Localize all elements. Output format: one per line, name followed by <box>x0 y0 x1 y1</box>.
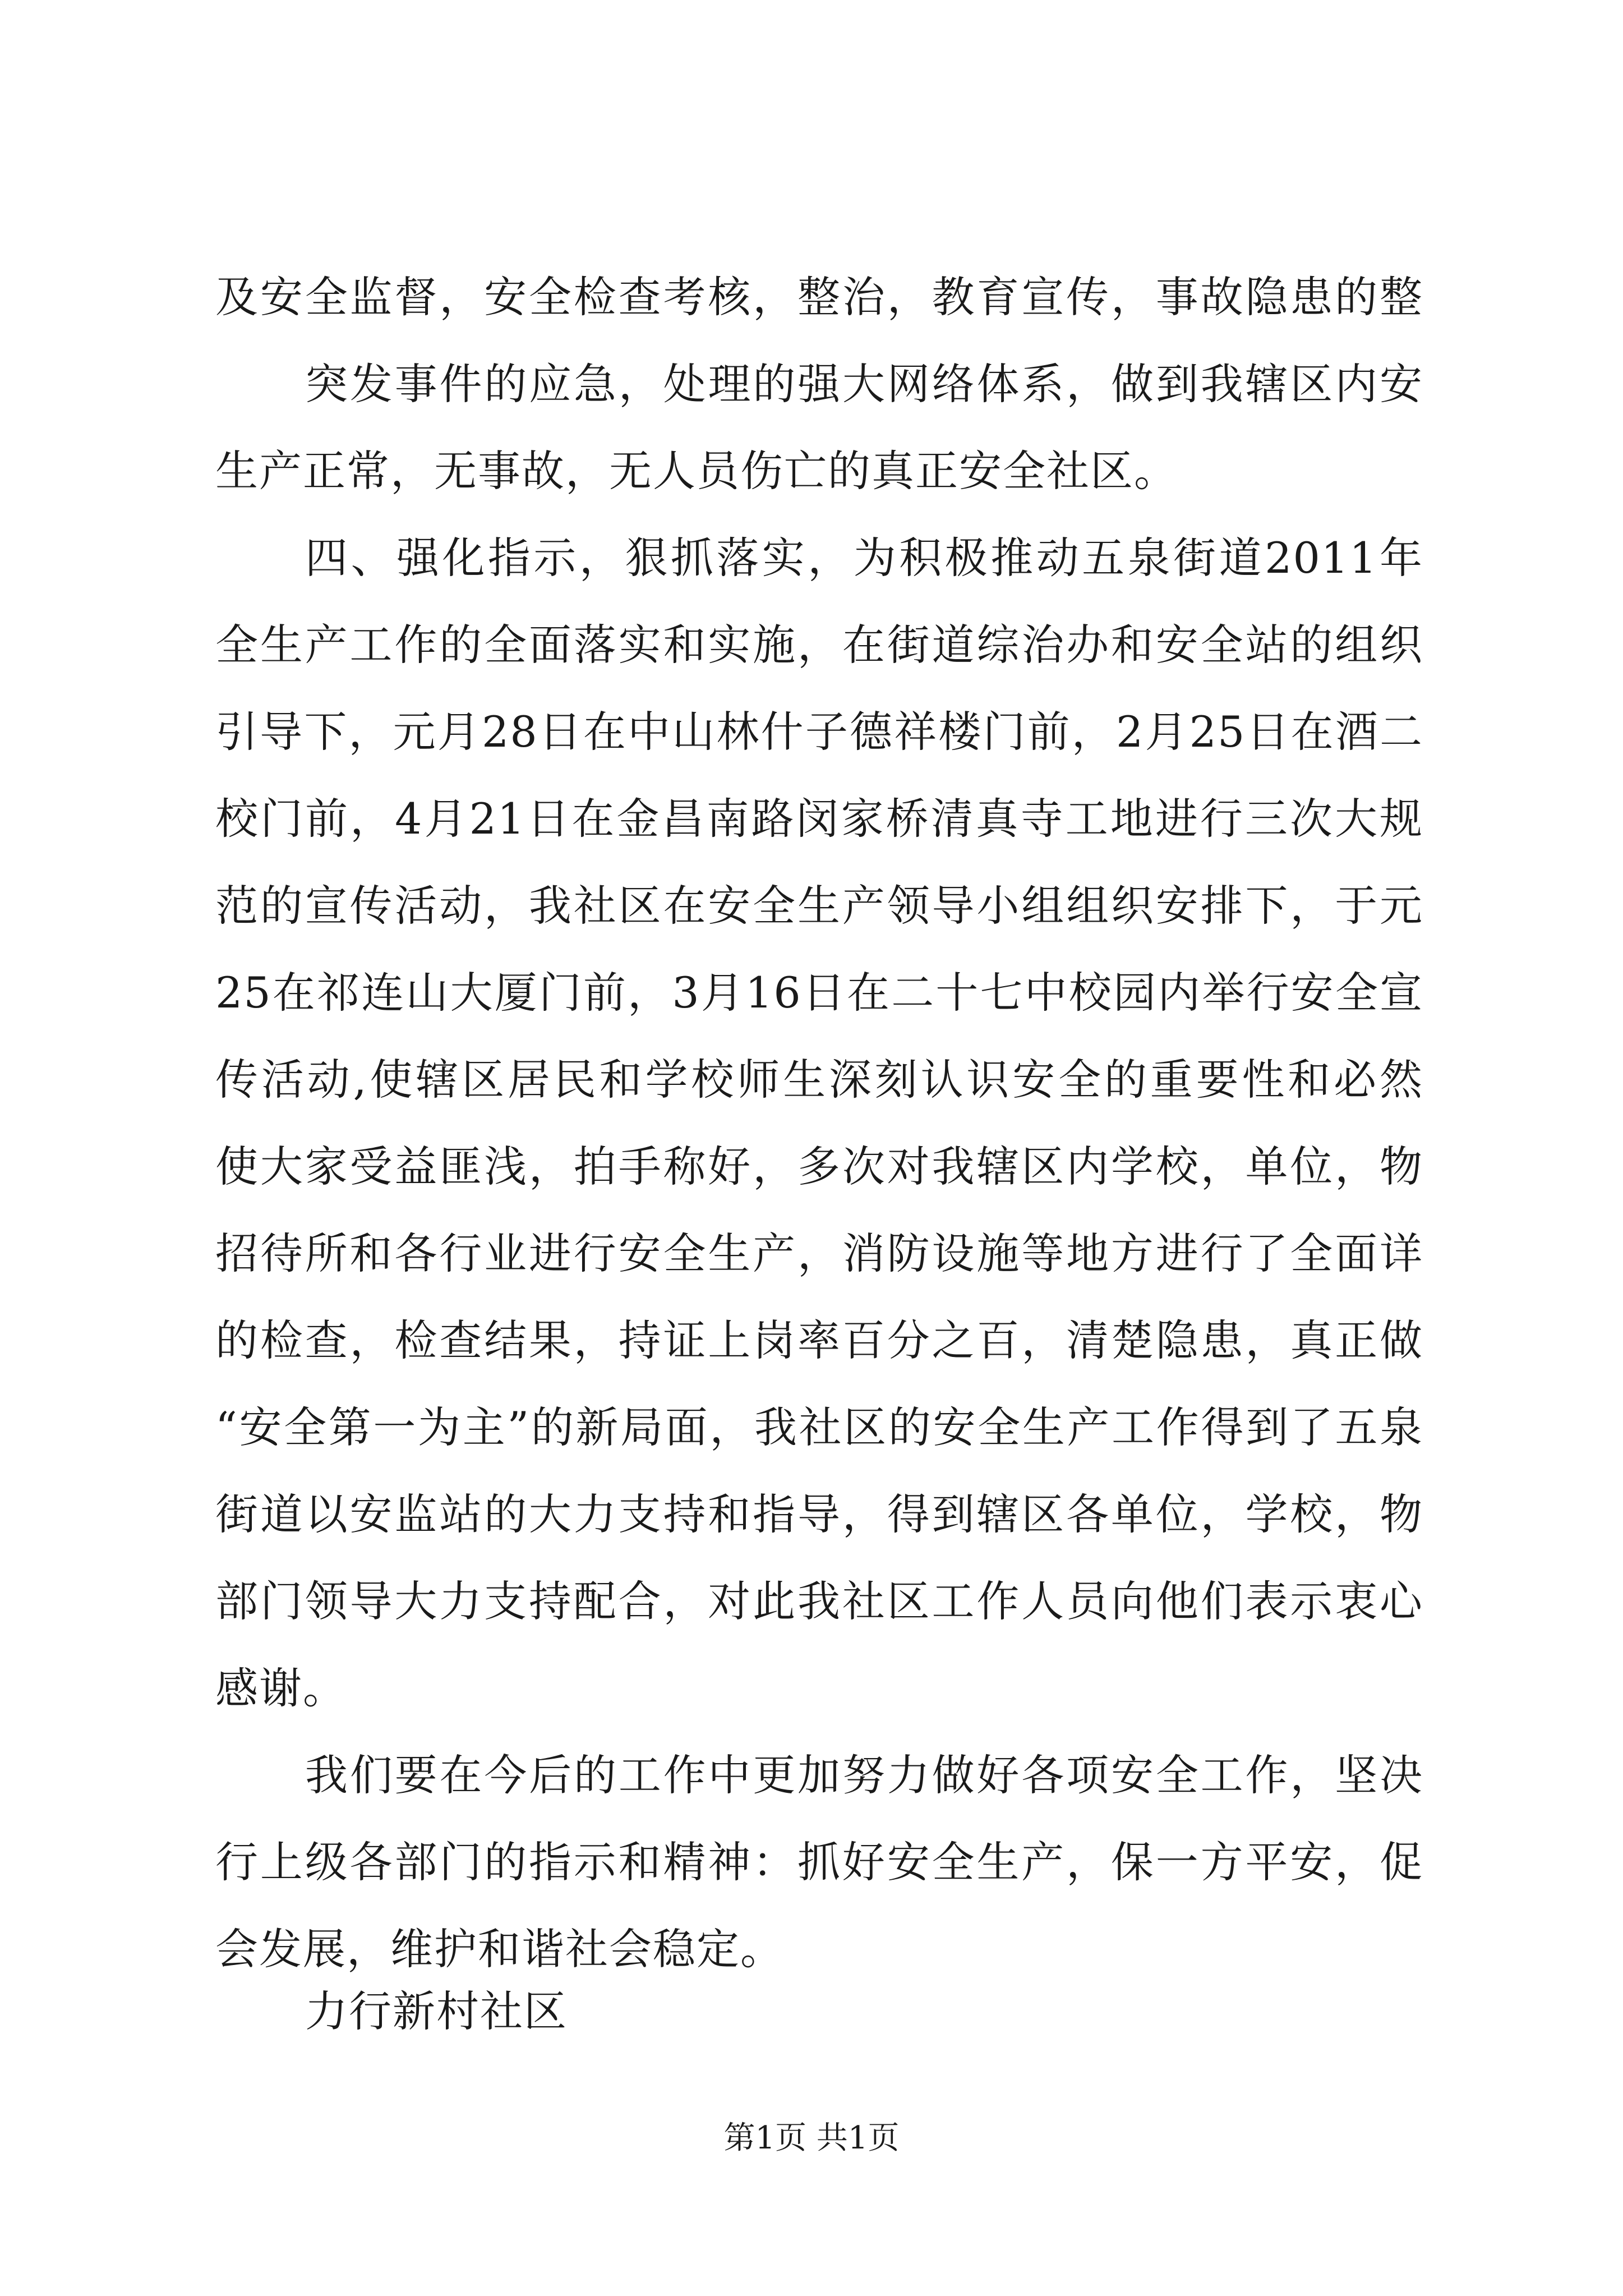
text-line: 范的宣传活动，我社区在安全生产领导小组组织安排下，于元 <box>215 881 1423 931</box>
text-line: 我们要在今后的工作中更加努力做好各项安全工作，坚决 <box>305 1750 1423 1800</box>
text-line: 及安全监督，安全检查考核，整治，教育宣传，事故隐患的整 <box>215 272 1423 322</box>
text-line: 行上级各部门的指示和精神：抓好安全生产，保一方平安，促 <box>215 1837 1423 1887</box>
text-line: 部门领导大力支持配合，对此我社区工作人员向他们表示衷心 <box>215 1576 1423 1626</box>
document-body <box>215 254 1423 1993</box>
text-line: 感谢。 <box>215 1663 347 1713</box>
text-line: 使大家受益匪浅，拍手称好，多次对我辖区内学校，单位，物 <box>215 1142 1423 1191</box>
text-line: 招待所和各行业进行安全生产，消防设施等地方进行了全面详 <box>215 1228 1423 1278</box>
text-line: 会发展，维护和谐社会稳定。 <box>215 1924 784 1974</box>
text-line: 四、强化指示，狠抓落实，为积极推动五泉街道2011年 <box>305 533 1423 583</box>
text-line: 街道以安监站的大力支持和指导，得到辖区各单位，学校，物 <box>215 1489 1423 1539</box>
text-line: 的检查，检查结果，持证上岗率百分之百，清楚隐患，真正做 <box>215 1315 1423 1365</box>
text-line: 突发事件的应急，处理的强大网络体系，做到我辖区内安 <box>305 359 1423 409</box>
text-line: 校门前，4月21日在金昌南路闵家桥清真寺工地进行三次大规 <box>215 794 1423 844</box>
text-line: 传活动,使辖区居民和学校师生深刻认识安全的重要性和必然 <box>215 1055 1423 1105</box>
text-line: 引导下，元月28日在中山林什子德祥楼门前，2月25日在酒二 <box>215 707 1423 757</box>
text-line: 生产正常，无事故，无人员伤亡的真正安全社区。 <box>215 446 1178 496</box>
text-line: 25在祁连山大厦门前，3月16日在二十七中校园内举行安全宣 <box>215 968 1423 1018</box>
signature: 力行新村社区 <box>305 1986 568 2036</box>
page-footer: 第1页 共1页 <box>723 2120 900 2156</box>
text-line: 全生产工作的全面落实和实施，在街道综治办和安全站的组织 <box>215 620 1423 670</box>
text-line: “安全第一为主”的新局面，我社区的安全生产工作得到了五泉 <box>215 1402 1423 1452</box>
